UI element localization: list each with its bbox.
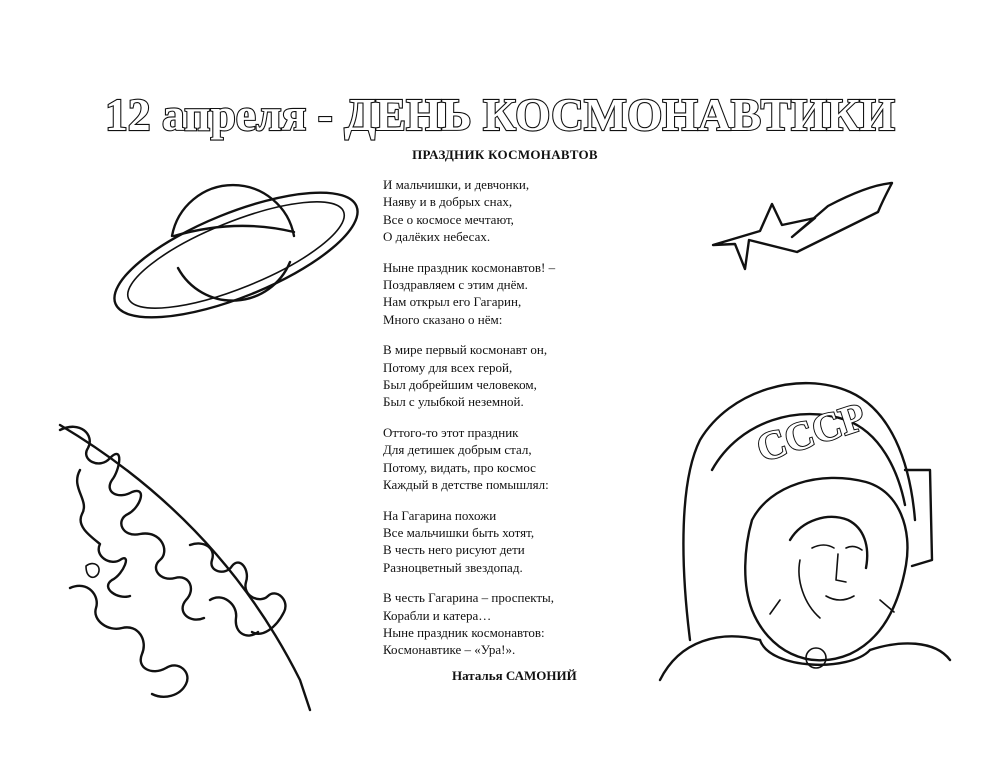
poem-author: Наталья САМОНИЙ (452, 668, 577, 683)
poem-line: На Гагарина похожи (383, 507, 497, 523)
poem-line: Был добрейшим человеком, (383, 376, 537, 392)
poem-line: В честь него рисуют дети (383, 542, 525, 558)
poem-stanza (383, 259, 643, 328)
poem-line: Потому, видать, про космос (383, 459, 536, 475)
earth-globe-icon (60, 425, 310, 710)
poem-line: В честь Гагарина – проспекты, (383, 590, 555, 606)
poem-line: О далёких небесах. (383, 228, 491, 244)
poem-line: Был с улыбкой неземной. (383, 394, 524, 410)
poem-line: Разноцветный звездопад. (383, 559, 523, 575)
poem-line: Много сказано о нём: (383, 311, 503, 327)
poem-line: Наяву и в добрых снах, (383, 194, 513, 210)
poem-line: Потому для всех герой, (383, 359, 513, 375)
poem-line: Оттого-то этот праздник (383, 425, 519, 441)
cosmonaut-icon (660, 383, 950, 680)
poem-stanza (383, 176, 643, 245)
poem-line: И мальчишки, и девчонки, (383, 177, 530, 192)
poem-line: Ныне праздник космонавтов: (383, 625, 545, 641)
poem-line: Ныне праздник космонавтов! – (383, 259, 556, 275)
poem-stanza (383, 589, 643, 658)
poem-line: Нам открыл его Гагарин, (383, 294, 522, 310)
poem-line: Для детишек добрым стал, (383, 442, 532, 458)
poem-stanza (383, 507, 643, 576)
helmet-text: СССР (751, 393, 871, 471)
poem-stanza (383, 424, 643, 493)
poem (383, 176, 643, 672)
poem-line: Каждый в детстве помышлял: (383, 476, 549, 492)
poem-stanza (383, 341, 643, 410)
poem-line: Все мальчишки быть хотят, (383, 525, 535, 541)
page-title: 12 апреля - ДЕНЬ КОСМОНАВТИКИ (105, 89, 896, 140)
poem-line: Поздравляем с этим днём. (383, 276, 528, 292)
poem-line: Корабли и катера… (383, 607, 492, 623)
poem-title: ПРАЗДНИК КОСМОНАВТОВ (412, 147, 598, 162)
poem-line: В мире первый космонавт он, (383, 342, 548, 358)
poem-line: Все о космосе мечтают, (383, 211, 514, 227)
poem-line: Космонавтике – «Ура!». (383, 642, 516, 658)
shooting-star-icon (713, 183, 892, 269)
saturn-icon (100, 167, 373, 342)
